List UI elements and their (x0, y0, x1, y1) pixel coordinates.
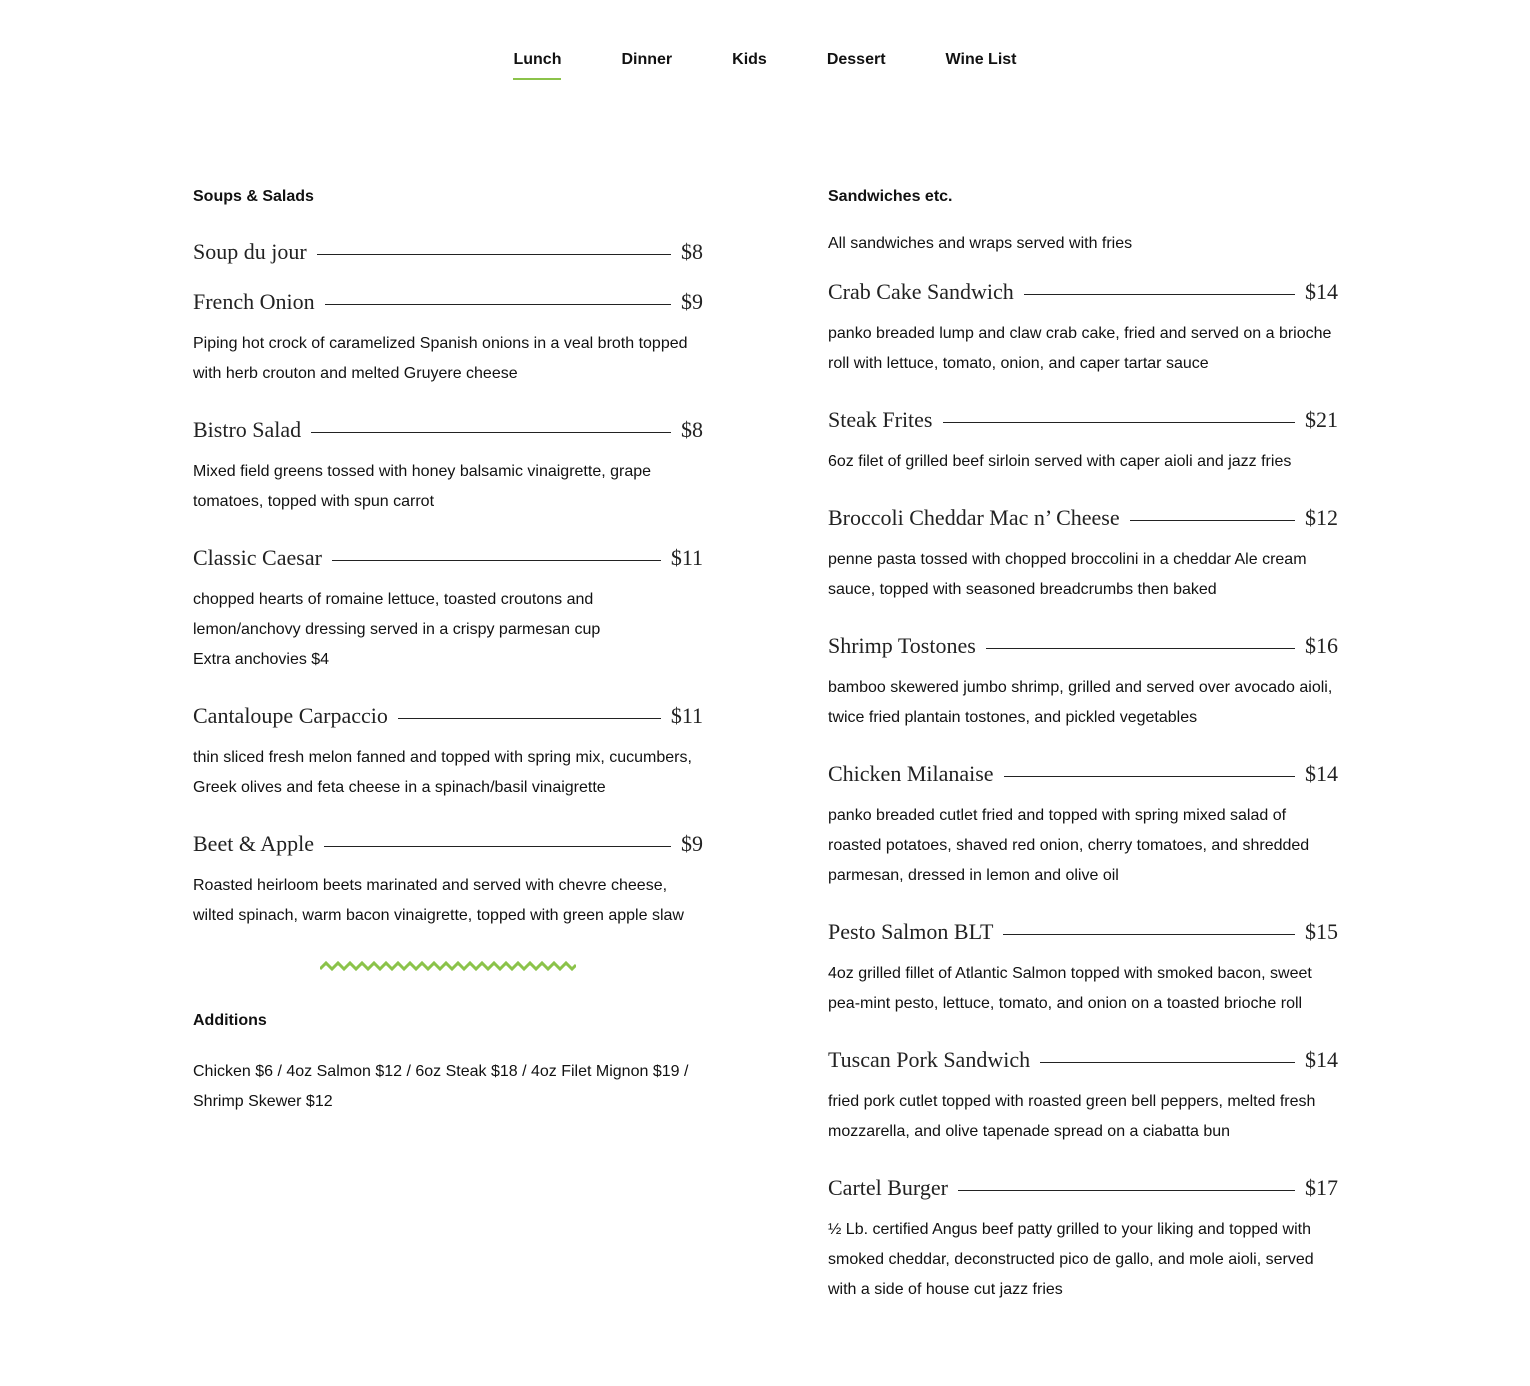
menu-item (193, 289, 703, 389)
menu-item-name: Beet & Apple (193, 831, 314, 856)
menu-item-description: 6oz filet of grilled beef sirloin served with caper aioli and jazz fries (828, 453, 1292, 470)
menu-item-name: French Onion (193, 289, 315, 314)
menu-item-extra: Extra anchovies $4 (193, 651, 330, 668)
menu-item-description: fried pork cutlet topped with roasted green bell peppers, melted fresh mozzarella, and olive tapenade spread on a ciabatta bun (828, 1093, 1316, 1140)
menu-item (193, 545, 703, 675)
menu-item-header (193, 417, 703, 453)
menu-item (828, 505, 1338, 605)
menu-item-header (828, 279, 1338, 315)
menu-item-header (193, 289, 703, 325)
section-note: All sandwiches and wraps served with fries (828, 235, 1133, 252)
menu-item-name: Chicken Milanaise (828, 761, 994, 786)
menu-item-header (828, 1047, 1338, 1083)
menu-item-header (828, 1175, 1338, 1211)
menu-item-description: Roasted heirloom beets marinated and served with chevre cheese, wilted spinach, warm bacon vinaigrette, topped with green apple slaw (193, 877, 684, 924)
sandwiches-section (828, 187, 1338, 1333)
menu-item-name: Shrimp Tostones (828, 633, 976, 658)
menu-item-price: $9 (681, 831, 703, 856)
leader-line (1040, 1062, 1295, 1063)
menu-item-name: Soup du jour (193, 239, 307, 264)
leader-line (317, 254, 671, 255)
menu-item-name: Classic Caesar (193, 545, 322, 570)
menu-item-price: $14 (1305, 279, 1338, 304)
menu-item-price: $8 (681, 417, 703, 442)
menu-item (193, 831, 703, 931)
leader-line (1004, 776, 1295, 777)
leader-line (1024, 294, 1295, 295)
tab-kids[interactable]: Kids (732, 51, 767, 68)
menu-item-price: $14 (1305, 761, 1338, 786)
tab-dessert[interactable]: Dessert (826, 51, 886, 68)
leader-line (943, 422, 1296, 423)
menu-item-description: panko breaded cutlet fried and topped with spring mixed salad of roasted potatoes, shaved red onion, cherry tomatoes, and shredded parmesan, dressed in lemon and olive oil (828, 807, 1310, 884)
menu-item-price: $12 (1305, 505, 1338, 530)
menu-item-price: $21 (1305, 407, 1338, 432)
menu-item-description: 4oz grilled fillet of Atlantic Salmon topped with smoked bacon, sweet pea-mint pesto, lettuce, tomato, and onion on a toasted brioche roll (828, 965, 1312, 1012)
menu-item-price: $15 (1305, 919, 1338, 944)
zigzag-divider (320, 959, 576, 973)
leader-line (324, 846, 671, 847)
menu-item-price: $17 (1305, 1175, 1338, 1200)
menu-item-header (193, 545, 703, 581)
menu-item-header (828, 919, 1338, 955)
leader-line (1003, 934, 1295, 935)
menu-item-name: Crab Cake Sandwich (828, 279, 1014, 304)
menu-item-name: Broccoli Cheddar Mac n’ Cheese (828, 505, 1120, 530)
menu-item (193, 417, 703, 517)
menu-item (193, 239, 703, 275)
menu-item-name: Tuscan Pork Sandwich (828, 1047, 1031, 1072)
section-heading: Sandwiches etc. (828, 188, 953, 205)
menu-item (828, 407, 1338, 477)
menu-item-name: Cartel Burger (828, 1175, 948, 1200)
menu-tabs (0, 50, 1530, 80)
additions-list: Chicken $6 / 4oz Salmon $12 / 6oz Steak $18 / 4oz Filet Mignon $19 / Shrimp Skewer $12 (193, 1063, 689, 1110)
tab-dinner[interactable]: Dinner (621, 51, 673, 68)
menu-item-price: $14 (1305, 1047, 1338, 1072)
menu-item-description: bamboo skewered jumbo shrimp, grilled and served over avocado aioli, twice fried plantain tostones, and pickled vegetables (828, 679, 1333, 726)
menu-item-description: Mixed field greens tossed with honey balsamic vinaigrette, grape tomatoes, topped with spun carrot (193, 463, 652, 510)
menu-item-price: $16 (1305, 633, 1338, 658)
leader-line (958, 1190, 1295, 1191)
menu-item-description: Piping hot crock of caramelized Spanish onions in a veal broth topped with herb crouton and melted Gruyere cheese (193, 335, 688, 382)
menu-item-header (828, 505, 1338, 541)
tab-wine-list[interactable]: Wine List (945, 51, 1017, 68)
section-heading: Soups & Salads (193, 188, 314, 205)
menu-item-description: penne pasta tossed with chopped broccolini in a cheddar Ale cream sauce, topped with seasoned breadcrumbs then baked (828, 551, 1307, 598)
leader-line (311, 432, 671, 433)
menu-item (828, 761, 1338, 891)
leader-line (986, 648, 1295, 649)
menu-item-header (193, 703, 703, 739)
menu-item-description: panko breaded lump and claw crab cake, fried and served on a brioche roll with lettuce, tomato, onion, and caper tartar sauce (828, 325, 1332, 372)
menu-item (828, 1047, 1338, 1147)
menu-item-price: $11 (670, 545, 703, 570)
menu-item (828, 279, 1338, 379)
menu-item (193, 703, 703, 803)
section-heading: Additions (193, 1012, 267, 1029)
additions-section (193, 1011, 703, 1117)
menu-item-price: $11 (670, 703, 703, 728)
menu-item-price: $9 (681, 289, 703, 314)
menu-item (828, 1175, 1338, 1305)
menu-item-header (193, 831, 703, 867)
menu-item (828, 633, 1338, 733)
menu-item (828, 919, 1338, 1019)
tab-lunch[interactable]: Lunch (513, 50, 561, 80)
menu-item-description: chopped hearts of romaine lettuce, toasted croutons and lemon/anchovy dressing served in a crispy parmesan cup (193, 591, 601, 638)
leader-line (1130, 520, 1295, 521)
menu-item-header (828, 633, 1338, 669)
menu-item-name: Bistro Salad (193, 417, 302, 442)
menu-item-name: Pesto Salmon BLT (828, 919, 994, 944)
menu-item-header (828, 761, 1338, 797)
menu-item-description: ½ Lb. certified Angus beef patty grilled to your liking and topped with smoked cheddar, deconstructed pico de gallo, and mole aioli, served with a side of house cut jazz fries (828, 1221, 1314, 1298)
menu-item-header (193, 239, 703, 275)
leader-line (398, 718, 661, 719)
menu-item-name: Cantaloupe Carpaccio (193, 703, 388, 728)
menu-item-name: Steak Frites (828, 407, 933, 432)
menu-item-description: thin sliced fresh melon fanned and topped with spring mix, cucumbers, Greek olives and feta cheese in a spinach/basil vinaigrette (193, 749, 692, 796)
leader-line (332, 560, 661, 561)
menu-item-price: $8 (681, 239, 703, 264)
leader-line (325, 304, 671, 305)
soups-salads-section (193, 187, 703, 1117)
menu-item-header (828, 407, 1338, 443)
